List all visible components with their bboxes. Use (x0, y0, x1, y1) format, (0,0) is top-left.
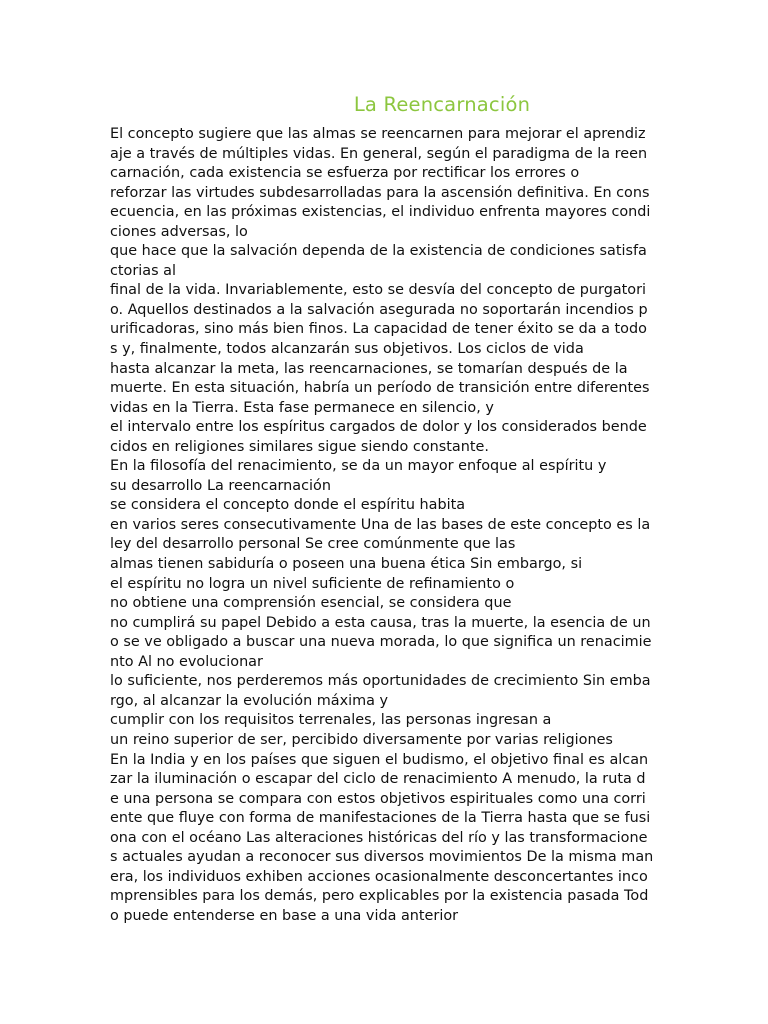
body-text-line: o se ve obligado a buscar una nueva morada, lo que significa un renacimie (110, 634, 652, 651)
document-title: La Reencarnación (353, 93, 531, 116)
body-text-line: reforzar las virtudes subdesarrolladas para la ascensión definitiva. En cons (110, 184, 650, 201)
body-text-line: el intervalo entre los espíritus cargados de dolor y los considerados bende (110, 419, 647, 436)
body-text-line: En la India y en los países que siguen el budismo, el objetivo final es alcan (110, 751, 649, 768)
body-text-line: hasta alcanzar la meta, las reencarnaciones, se tomarían después de la (110, 360, 628, 377)
body-text-line: rgo, al alcanzar la evolución máxima y (110, 692, 389, 709)
body-text-line: ente que fluye con forma de manifestaciones de la Tierra hasta que se fusi (110, 810, 651, 827)
body-text-line: cidos en religiones similares sigue siendo constante. (110, 438, 489, 455)
body-text-line: que hace que la salvación dependa de la existencia de condiciones satisfa (110, 243, 647, 260)
body-text-line: nto Al no evolucionar (110, 653, 263, 670)
body-text-line: carnación, cada existencia se esfuerza por rectificar los errores o (110, 165, 580, 182)
body-text-line: ctorias al (110, 262, 176, 279)
body-text-line: En la filosofía del renacimiento, se da un mayor enfoque al espíritu y (110, 458, 607, 475)
body-text-line: ona con el océano Las alteraciones históricas del río y las transformacione (110, 829, 648, 846)
body-text-line: un reino superior de ser, percibido diversamente por varias religiones (110, 731, 613, 748)
body-text-line: e una persona se compara con estos objetivos espirituales como una corri (110, 790, 646, 807)
body-text-line: mprensibles para los demás, pero explicables por la existencia pasada Tod (110, 888, 649, 905)
body-text-line: se considera el concepto donde el espíritu habita (110, 497, 466, 514)
body-text-line: final de la vida. Invariablemente, esto se desvía del concepto de purgatori (110, 282, 647, 299)
body-text-line: lo suficiente, nos perderemos más oportunidades de crecimiento Sin emba (110, 673, 651, 690)
body-text-line: s actuales ayudan a reconocer sus diversos movimientos De la misma man (110, 849, 654, 866)
body-text-line: urificadoras, sino más bien finos. La capacidad de tener éxito se da a todo (110, 321, 647, 338)
body-text-line: vidas en la Tierra. Esta fase permanece en silencio, y (110, 399, 494, 416)
body-text-line: o. Aquellos destinados a la salvación asegurada no soportarán incendios p (110, 301, 648, 318)
body-text-line: ciones adversas, lo (110, 223, 248, 240)
body-text-line: almas tienen sabiduría o poseen una buena ética Sin embargo, si (110, 556, 583, 573)
body-text-line: zar la iluminación o escapar del ciclo de renacimiento A menudo, la ruta d (110, 771, 646, 788)
body-text-line: su desarrollo La reencarnación (110, 477, 331, 494)
document-body (110, 125, 710, 926)
body-text-line: no cumplirá su papel Debido a esta causa, tras la muerte, la esencia de un (110, 614, 651, 631)
body-text-line: no obtiene una comprensión esencial, se considera que (110, 595, 512, 612)
body-text-line: aje a través de múltiples vidas. En general, según el paradigma de la reen (110, 145, 648, 162)
body-text-line: El concepto sugiere que las almas se reencarnen para mejorar el aprendiz (110, 126, 646, 142)
body-text-line: el espíritu no logra un nivel suficiente de refinamiento o (110, 575, 515, 592)
body-text-line: en varios seres consecutivamente Una de las bases de este concepto es la (110, 516, 651, 533)
body-text-line: s y, finalmente, todos alcanzarán sus objetivos. Los ciclos de vida (110, 341, 584, 358)
body-text-line: era, los individuos exhiben acciones ocasionalmente desconcertantes inco (110, 868, 648, 885)
body-text-line: ecuencia, en las próximas existencias, el individuo enfrenta mayores condi (110, 204, 651, 221)
body-text-line: ley del desarrollo personal Se cree comúnmente que las (110, 536, 516, 553)
body-text-line: o puede entenderse en base a una vida anterior (110, 907, 459, 924)
body-text-line: cumplir con los requisitos terrenales, las personas ingresan a (110, 712, 552, 729)
body-text-line: muerte. En esta situación, habría un período de transición entre diferentes (110, 380, 650, 397)
